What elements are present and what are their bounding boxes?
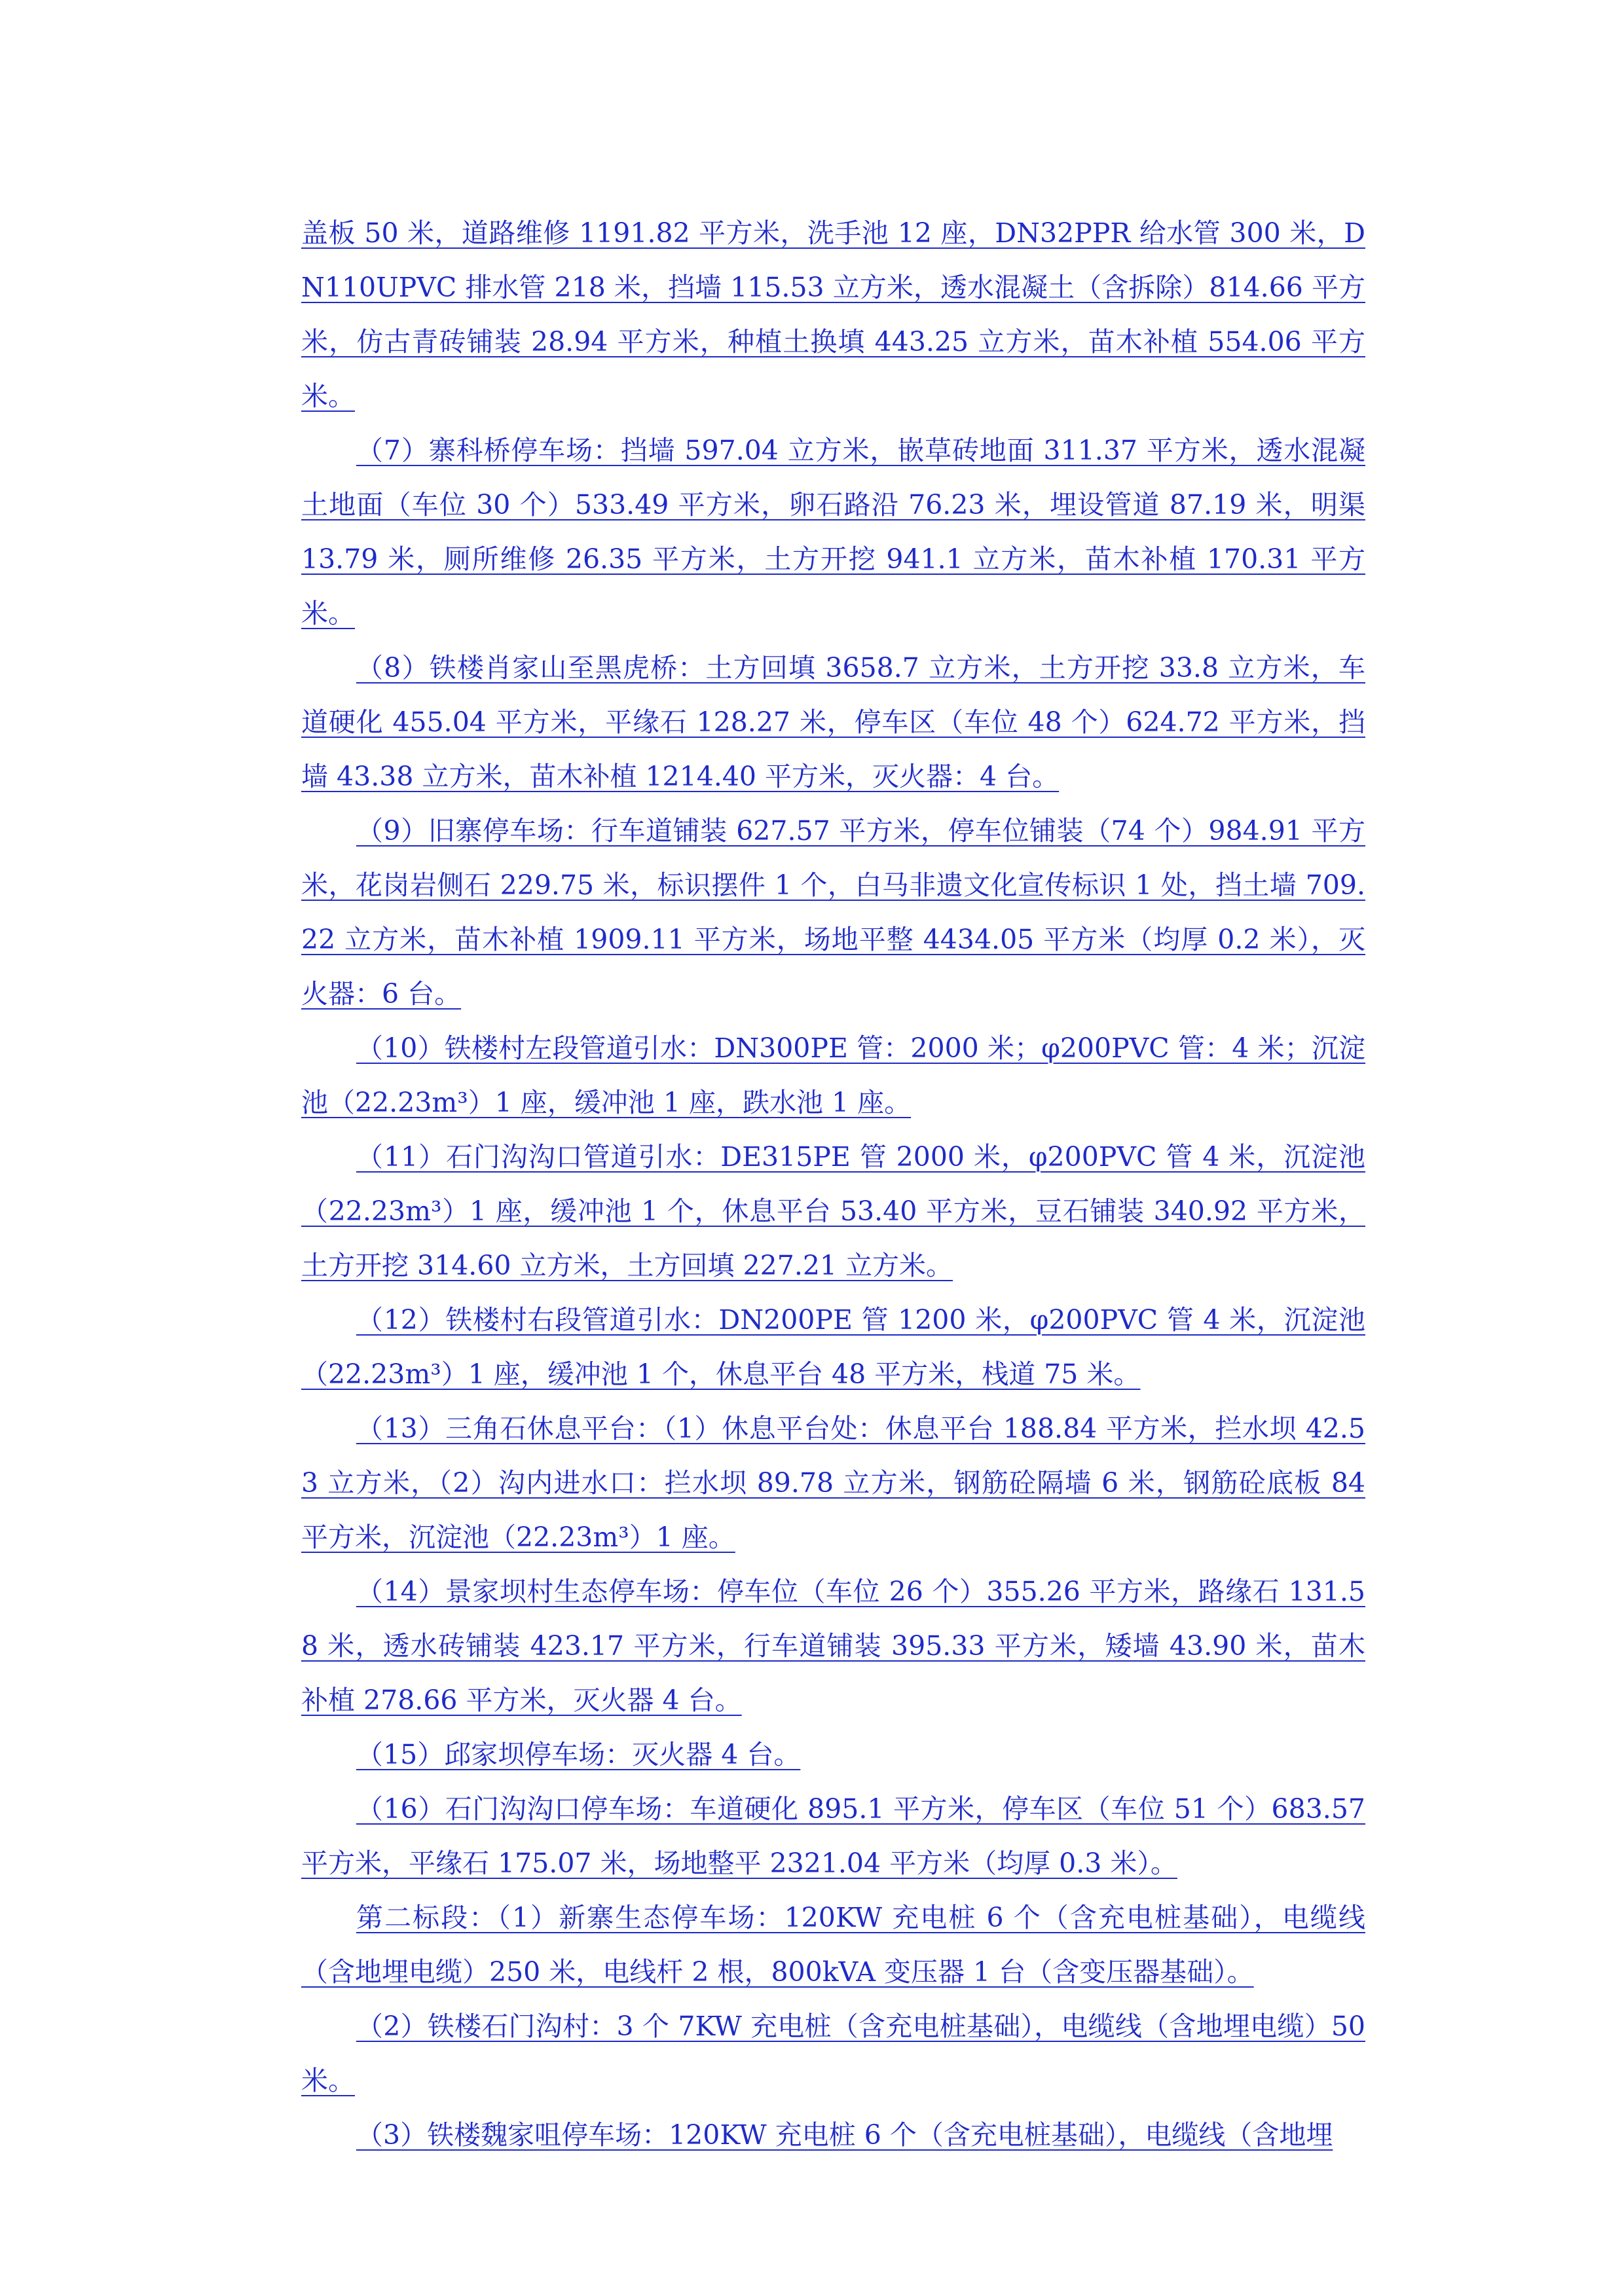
paragraph-text: （3）铁楼魏家咀停车场：120KW 充电桩 6 个（含充电桩基础），电缆线（含地埋	[356, 2119, 1333, 2151]
paragraph-item-12	[301, 1293, 1365, 1402]
paragraph-text: （15）邱家坝停车场：灭火器 4 台。	[356, 1739, 801, 1770]
paragraph-item-11	[301, 1130, 1365, 1293]
paragraph-text: （8）铁楼肖家山至黑虎桥：土方回填 3658.7 立方米，土方开挖 33.8 立方米，车道硬化 455.04 平方米，平缘石 128.27 米，停车区（车位 48 个）624.72 平方米，挡墙 43.38 立方米，苗木补植 1214.40 平方米，灭火器：4 台。	[301, 652, 1365, 792]
paragraph-text: （16）石门沟沟口停车场：车道硬化 895.1 平方米，停车区（车位 51 个）683.57 平方米，平缘石 175.07 米，场地整平 2321.04 平方米（均厚 0.3 米）。	[301, 1793, 1365, 1879]
document-body	[301, 206, 1365, 2162]
paragraph-text: 盖板 50 米，道路维修 1191.82 平方米，洗手池 12 座，DN32PPR 给水管 300 米，DN110UPVC 排水管 218 米，挡墙 115.53 立方米，透水混凝土（含拆除）814.66 平方米，仿古青砖铺装 28.94 平方米，种植土换填 443.25 立方米，苗木补植 554.06 平方米。	[301, 217, 1365, 412]
paragraph-item-9	[301, 804, 1365, 1021]
paragraph-text: （9）旧寨停车场：行车道铺装 627.57 平方米，停车位铺装（74 个）984.91 平方米，花岗岩侧石 229.75 米，标识摆件 1 个，白马非遗文化宣传标识 1 处，挡土墙 709.22 立方米，苗木补植 1909.11 平方米，场地平整 4434.05 平方米（均厚 0.2 米），灭火器：6 台。	[301, 815, 1365, 1010]
paragraph-item-7	[301, 424, 1365, 641]
paragraph-text: （13）三角石休息平台：（1）休息平台处：休息平台 188.84 平方米，拦水坝 42.53 立方米，（2）沟内进水口：拦水坝 89.78 立方米，钢筋砼隔墙 6 米，钢筋砼底板 84 平方米，沉淀池（22.23m³）1 座。	[301, 1413, 1365, 1553]
paragraph-text: （2）铁楼石门沟村：3 个 7KW 充电桩（含充电桩基础），电缆线（含地埋电缆）50 米。	[301, 2011, 1365, 2096]
paragraph-item-14	[301, 1565, 1365, 1728]
paragraph-item-8	[301, 641, 1365, 804]
paragraph-continued	[301, 206, 1365, 424]
paragraph-section2-item-2	[301, 1999, 1365, 2108]
paragraph-section2-item-3	[301, 2108, 1365, 2162]
paragraph-text: （12）铁楼村右段管道引水：DN200PE 管 1200 米，φ200PVC 管 4 米，沉淀池（22.23m³）1 座，缓冲池 1 个，休息平台 48 平方米，栈道 75 米。	[301, 1304, 1365, 1390]
paragraph-item-10	[301, 1021, 1365, 1130]
paragraph-item-13	[301, 1402, 1365, 1565]
paragraph-section2-item-1	[301, 1891, 1365, 1999]
paragraph-item-15	[301, 1728, 1365, 1782]
paragraph-text: 第二标段：（1）新寨生态停车场：120KW 充电桩 6 个（含充电桩基础），电缆线（含地埋电缆）250 米，电线杆 2 根，800kVA 变压器 1 台（含变压器基础）。	[301, 1902, 1365, 1988]
paragraph-text: （14）景家坝村生态停车场：停车位（车位 26 个）355.26 平方米，路缘石 131.58 米，透水砖铺装 423.17 平方米，行车道铺装 395.33 平方米，矮墙 43.90 米，苗木补植 278.66 平方米，灭火器 4 台。	[301, 1576, 1365, 1716]
paragraph-text: （10）铁楼村左段管道引水：DN300PE 管：2000 米；φ200PVC 管：4 米；沉淀池（22.23m³）1 座，缓冲池 1 座，跌水池 1 座。	[301, 1032, 1365, 1118]
paragraph-text: （7）寨科桥停车场：挡墙 597.04 立方米，嵌草砖地面 311.37 平方米，透水混凝土地面（车位 30 个）533.49 平方米，卵石路沿 76.23 米，埋设管道 87.19 米，明渠 13.79 米，厕所维修 26.35 平方米，土方开挖 941.1 立方米，苗木补植 170.31 平方米。	[301, 435, 1365, 629]
paragraph-item-16	[301, 1782, 1365, 1891]
paragraph-text: （11）石门沟沟口管道引水：DE315PE 管 2000 米，φ200PVC 管 4 米，沉淀池（22.23m³）1 座，缓冲池 1 个，休息平台 53.40 平方米，豆石铺装 340.92 平方米，土方开挖 314.60 立方米，土方回填 227.21 立方米。	[301, 1141, 1365, 1281]
